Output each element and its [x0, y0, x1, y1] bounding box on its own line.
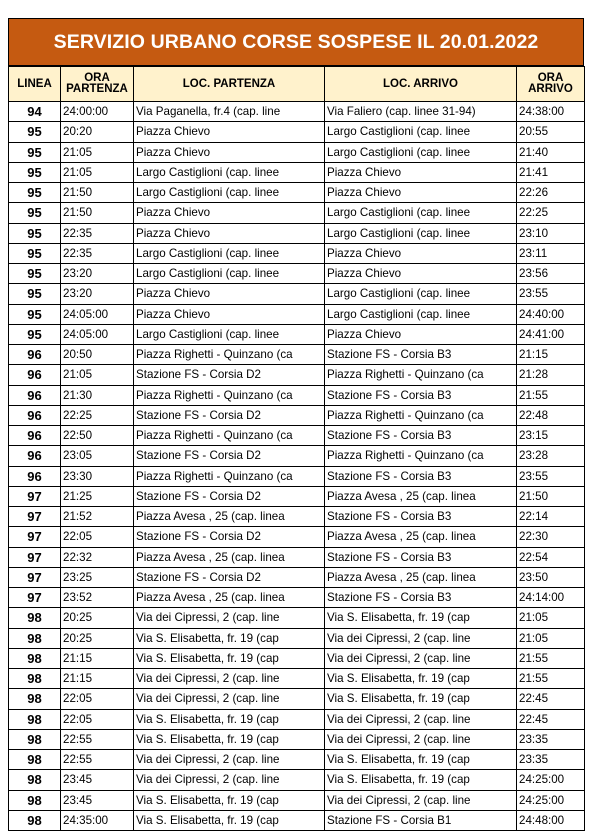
loc-partenza-cell: Piazza Righetti - Quinzano (ca: [134, 426, 325, 446]
loc-arrivo-cell: Piazza Righetti - Quinzano (ca: [325, 446, 517, 466]
ora-arrivo-cell: 21:28: [517, 365, 585, 385]
table-row: [9, 223, 585, 243]
linea-cell: 97: [9, 547, 61, 567]
linea-cell: 95: [9, 243, 61, 263]
loc-arrivo-cell: Via S. Elisabetta, fr. 19 (cap: [325, 689, 517, 709]
ora-partenza-cell: 20:25: [61, 608, 134, 628]
linea-cell: 98: [9, 750, 61, 770]
ora-arrivo-cell: 21:40: [517, 142, 585, 162]
ora-partenza-cell: 22:35: [61, 223, 134, 243]
loc-partenza-cell: Via dei Cipressi, 2 (cap. line: [134, 689, 325, 709]
ora-partenza-cell: 21:15: [61, 669, 134, 689]
table-row: [9, 122, 585, 142]
loc-partenza-cell: Via S. Elisabetta, fr. 19 (cap: [134, 709, 325, 729]
loc-partenza-cell: Stazione FS - Corsia D2: [134, 405, 325, 425]
ora-arrivo-cell: 24:14:00: [517, 588, 585, 608]
linea-cell: 98: [9, 790, 61, 810]
loc-partenza-cell: Via S. Elisabetta, fr. 19 (cap: [134, 810, 325, 830]
ora-arrivo-cell: 22:25: [517, 203, 585, 223]
ora-arrivo-cell: 22:45: [517, 689, 585, 709]
linea-cell: 97: [9, 527, 61, 547]
ora-arrivo-cell: 24:38:00: [517, 102, 585, 122]
loc-arrivo-cell: Via dei Cipressi, 2 (cap. line: [325, 628, 517, 648]
linea-cell: 95: [9, 122, 61, 142]
linea-cell: 95: [9, 223, 61, 243]
linea-cell: 97: [9, 588, 61, 608]
table-row: [9, 183, 585, 203]
linea-cell: 96: [9, 426, 61, 446]
header-linea: LINEA: [9, 67, 61, 102]
loc-arrivo-cell: Piazza Avesa , 25 (cap. linea: [325, 567, 517, 587]
loc-arrivo-cell: Largo Castiglioni (cap. linee: [325, 284, 517, 304]
loc-partenza-cell: Via S. Elisabetta, fr. 19 (cap: [134, 648, 325, 668]
ora-partenza-cell: 24:00:00: [61, 102, 134, 122]
table-row: [9, 567, 585, 587]
loc-arrivo-cell: Stazione FS - Corsia B3: [325, 345, 517, 365]
ora-partenza-cell: 22:25: [61, 405, 134, 425]
loc-arrivo-cell: Stazione FS - Corsia B3: [325, 426, 517, 446]
ora-arrivo-cell: 23:35: [517, 750, 585, 770]
ora-arrivo-cell: 23:10: [517, 223, 585, 243]
loc-partenza-cell: Via Paganella, fr.4 (cap. line: [134, 102, 325, 122]
ora-arrivo-cell: 23:50: [517, 567, 585, 587]
ora-arrivo-cell: 21:05: [517, 628, 585, 648]
linea-cell: 98: [9, 689, 61, 709]
ora-partenza-cell: 24:05:00: [61, 324, 134, 344]
ora-partenza-cell: 21:50: [61, 203, 134, 223]
loc-partenza-cell: Via dei Cipressi, 2 (cap. line: [134, 608, 325, 628]
ora-partenza-cell: 24:35:00: [61, 810, 134, 830]
loc-arrivo-cell: Largo Castiglioni (cap. linee: [325, 304, 517, 324]
table-row: [9, 142, 585, 162]
loc-partenza-cell: Piazza Righetti - Quinzano (ca: [134, 385, 325, 405]
linea-cell: 96: [9, 385, 61, 405]
ora-arrivo-cell: 22:54: [517, 547, 585, 567]
ora-partenza-cell: 21:50: [61, 183, 134, 203]
loc-partenza-cell: Piazza Avesa , 25 (cap. linea: [134, 547, 325, 567]
loc-arrivo-cell: Piazza Chievo: [325, 243, 517, 263]
table-row: [9, 608, 585, 628]
page-title: SERVIZIO URBANO CORSE SOSPESE IL 20.01.2022: [8, 18, 584, 66]
ora-partenza-cell: 23:45: [61, 790, 134, 810]
ora-partenza-cell: 23:25: [61, 567, 134, 587]
table-row: [9, 324, 585, 344]
linea-cell: 98: [9, 729, 61, 749]
linea-cell: 96: [9, 446, 61, 466]
table-row: [9, 648, 585, 668]
loc-arrivo-cell: Via Faliero (cap. linee 31-94): [325, 102, 517, 122]
loc-partenza-cell: Piazza Righetti - Quinzano (ca: [134, 466, 325, 486]
ora-arrivo-cell: 21:41: [517, 162, 585, 182]
loc-arrivo-cell: Piazza Chievo: [325, 162, 517, 182]
header-ora-arrivo: ORA ARRIVO: [517, 67, 585, 102]
ora-partenza-cell: 21:05: [61, 365, 134, 385]
loc-partenza-cell: Piazza Avesa , 25 (cap. linea: [134, 588, 325, 608]
ora-partenza-cell: 22:32: [61, 547, 134, 567]
table-row: [9, 264, 585, 284]
loc-partenza-cell: Largo Castiglioni (cap. linee: [134, 243, 325, 263]
ora-arrivo-cell: 24:48:00: [517, 810, 585, 830]
header-ora-partenza: ORA PARTENZA: [61, 67, 134, 102]
linea-cell: 95: [9, 264, 61, 284]
loc-partenza-cell: Piazza Righetti - Quinzano (ca: [134, 345, 325, 365]
ora-arrivo-cell: 22:30: [517, 527, 585, 547]
ora-partenza-cell: 21:52: [61, 507, 134, 527]
schedule-page: [8, 18, 584, 831]
loc-arrivo-cell: Piazza Righetti - Quinzano (ca: [325, 365, 517, 385]
loc-arrivo-cell: Stazione FS - Corsia B1: [325, 810, 517, 830]
ora-arrivo-cell: 23:28: [517, 446, 585, 466]
ora-arrivo-cell: 23:55: [517, 284, 585, 304]
ora-arrivo-cell: 23:15: [517, 426, 585, 446]
table-row: [9, 750, 585, 770]
linea-cell: 98: [9, 810, 61, 830]
linea-cell: 96: [9, 405, 61, 425]
linea-cell: 96: [9, 365, 61, 385]
loc-partenza-cell: Stazione FS - Corsia D2: [134, 567, 325, 587]
loc-arrivo-cell: Via S. Elisabetta, fr. 19 (cap: [325, 669, 517, 689]
ora-partenza-cell: 21:25: [61, 486, 134, 506]
table-row: [9, 284, 585, 304]
ora-partenza-cell: 23:30: [61, 466, 134, 486]
loc-partenza-cell: Stazione FS - Corsia D2: [134, 365, 325, 385]
ora-arrivo-cell: 24:41:00: [517, 324, 585, 344]
loc-arrivo-cell: Stazione FS - Corsia B3: [325, 588, 517, 608]
ora-arrivo-cell: 23:35: [517, 729, 585, 749]
loc-arrivo-cell: Piazza Chievo: [325, 324, 517, 344]
loc-partenza-cell: Piazza Chievo: [134, 284, 325, 304]
loc-partenza-cell: Via S. Elisabetta, fr. 19 (cap: [134, 790, 325, 810]
loc-arrivo-cell: Piazza Avesa , 25 (cap. linea: [325, 486, 517, 506]
loc-partenza-cell: Stazione FS - Corsia D2: [134, 446, 325, 466]
loc-partenza-cell: Via S. Elisabetta, fr. 19 (cap: [134, 729, 325, 749]
ora-partenza-cell: 23:20: [61, 264, 134, 284]
table-row: [9, 810, 585, 830]
ora-arrivo-cell: 21:50: [517, 486, 585, 506]
table-row: [9, 790, 585, 810]
linea-cell: 95: [9, 183, 61, 203]
ora-partenza-cell: 23:20: [61, 284, 134, 304]
loc-partenza-cell: Stazione FS - Corsia D2: [134, 486, 325, 506]
linea-cell: 96: [9, 466, 61, 486]
loc-arrivo-cell: Largo Castiglioni (cap. linee: [325, 142, 517, 162]
loc-arrivo-cell: Largo Castiglioni (cap. linee: [325, 203, 517, 223]
loc-arrivo-cell: Stazione FS - Corsia B3: [325, 507, 517, 527]
linea-cell: 98: [9, 709, 61, 729]
table-row: [9, 669, 585, 689]
header-loc-partenza: LOC. PARTENZA: [134, 67, 325, 102]
loc-partenza-cell: Via S. Elisabetta, fr. 19 (cap: [134, 628, 325, 648]
ora-arrivo-cell: 21:55: [517, 648, 585, 668]
ora-arrivo-cell: 21:05: [517, 608, 585, 628]
loc-partenza-cell: Via dei Cipressi, 2 (cap. line: [134, 669, 325, 689]
table-row: [9, 628, 585, 648]
ora-arrivo-cell: 23:55: [517, 466, 585, 486]
table-row: [9, 689, 585, 709]
table-header-row: [9, 67, 585, 102]
loc-partenza-cell: Piazza Avesa , 25 (cap. linea: [134, 507, 325, 527]
table-row: [9, 385, 585, 405]
table-row: [9, 507, 585, 527]
table-row: [9, 770, 585, 790]
ora-partenza-cell: 24:05:00: [61, 304, 134, 324]
table-row: [9, 588, 585, 608]
loc-arrivo-cell: Stazione FS - Corsia B3: [325, 547, 517, 567]
loc-arrivo-cell: Via dei Cipressi, 2 (cap. line: [325, 729, 517, 749]
linea-cell: 98: [9, 669, 61, 689]
loc-arrivo-cell: Stazione FS - Corsia B3: [325, 385, 517, 405]
ora-partenza-cell: 22:35: [61, 243, 134, 263]
loc-partenza-cell: Largo Castiglioni (cap. linee: [134, 264, 325, 284]
loc-arrivo-cell: Piazza Chievo: [325, 264, 517, 284]
ora-arrivo-cell: 24:25:00: [517, 790, 585, 810]
ora-partenza-cell: 23:05: [61, 446, 134, 466]
linea-cell: 97: [9, 507, 61, 527]
table-row: [9, 446, 585, 466]
linea-cell: 94: [9, 102, 61, 122]
header-loc-arrivo: LOC. ARRIVO: [325, 67, 517, 102]
ora-partenza-cell: 23:52: [61, 588, 134, 608]
ora-arrivo-cell: 21:55: [517, 669, 585, 689]
ora-partenza-cell: 22:05: [61, 527, 134, 547]
table-row: [9, 486, 585, 506]
loc-partenza-cell: Largo Castiglioni (cap. linee: [134, 162, 325, 182]
table-row: [9, 547, 585, 567]
loc-arrivo-cell: Largo Castiglioni (cap. linee: [325, 122, 517, 142]
linea-cell: 95: [9, 203, 61, 223]
table-row: [9, 304, 585, 324]
table-row: [9, 527, 585, 547]
table-row: [9, 365, 585, 385]
loc-partenza-cell: Piazza Chievo: [134, 223, 325, 243]
linea-cell: 98: [9, 628, 61, 648]
ora-partenza-cell: 20:50: [61, 345, 134, 365]
loc-arrivo-cell: Via dei Cipressi, 2 (cap. line: [325, 790, 517, 810]
loc-partenza-cell: Via dei Cipressi, 2 (cap. line: [134, 770, 325, 790]
ora-arrivo-cell: 22:26: [517, 183, 585, 203]
ora-partenza-cell: 20:20: [61, 122, 134, 142]
linea-cell: 95: [9, 162, 61, 182]
ora-arrivo-cell: 21:15: [517, 345, 585, 365]
loc-partenza-cell: Piazza Chievo: [134, 122, 325, 142]
ora-arrivo-cell: 22:14: [517, 507, 585, 527]
loc-arrivo-cell: Via dei Cipressi, 2 (cap. line: [325, 648, 517, 668]
table-row: [9, 345, 585, 365]
ora-partenza-cell: 22:55: [61, 729, 134, 749]
suspended-trips-table: [8, 66, 585, 831]
ora-partenza-cell: 20:25: [61, 628, 134, 648]
ora-partenza-cell: 22:55: [61, 750, 134, 770]
loc-partenza-cell: Piazza Chievo: [134, 203, 325, 223]
ora-partenza-cell: 23:45: [61, 770, 134, 790]
loc-partenza-cell: Largo Castiglioni (cap. linee: [134, 183, 325, 203]
loc-arrivo-cell: Piazza Chievo: [325, 183, 517, 203]
table-row: [9, 729, 585, 749]
linea-cell: 97: [9, 486, 61, 506]
linea-cell: 95: [9, 284, 61, 304]
ora-partenza-cell: 21:05: [61, 162, 134, 182]
loc-partenza-cell: Largo Castiglioni (cap. linee: [134, 324, 325, 344]
linea-cell: 96: [9, 345, 61, 365]
ora-arrivo-cell: 20:55: [517, 122, 585, 142]
linea-cell: 98: [9, 608, 61, 628]
table-row: [9, 405, 585, 425]
ora-arrivo-cell: 22:48: [517, 405, 585, 425]
ora-arrivo-cell: 23:56: [517, 264, 585, 284]
ora-arrivo-cell: 22:45: [517, 709, 585, 729]
ora-arrivo-cell: 24:25:00: [517, 770, 585, 790]
loc-arrivo-cell: Stazione FS - Corsia B3: [325, 466, 517, 486]
table-row: [9, 466, 585, 486]
loc-partenza-cell: Via dei Cipressi, 2 (cap. line: [134, 750, 325, 770]
table-row: [9, 203, 585, 223]
table-row: [9, 709, 585, 729]
ora-arrivo-cell: 21:55: [517, 385, 585, 405]
loc-arrivo-cell: Piazza Avesa , 25 (cap. linea: [325, 527, 517, 547]
table-row: [9, 162, 585, 182]
linea-cell: 95: [9, 304, 61, 324]
ora-arrivo-cell: 24:40:00: [517, 304, 585, 324]
ora-partenza-cell: 22:50: [61, 426, 134, 446]
ora-partenza-cell: 22:05: [61, 709, 134, 729]
ora-partenza-cell: 21:15: [61, 648, 134, 668]
ora-partenza-cell: 21:30: [61, 385, 134, 405]
table-row: [9, 426, 585, 446]
loc-arrivo-cell: Largo Castiglioni (cap. linee: [325, 223, 517, 243]
loc-arrivo-cell: Via S. Elisabetta, fr. 19 (cap: [325, 750, 517, 770]
loc-partenza-cell: Piazza Chievo: [134, 304, 325, 324]
loc-arrivo-cell: Via S. Elisabetta, fr. 19 (cap: [325, 608, 517, 628]
loc-arrivo-cell: Via dei Cipressi, 2 (cap. line: [325, 709, 517, 729]
table-row: [9, 243, 585, 263]
loc-partenza-cell: Piazza Chievo: [134, 142, 325, 162]
linea-cell: 98: [9, 648, 61, 668]
linea-cell: 95: [9, 324, 61, 344]
loc-partenza-cell: Stazione FS - Corsia D2: [134, 527, 325, 547]
linea-cell: 98: [9, 770, 61, 790]
linea-cell: 95: [9, 142, 61, 162]
linea-cell: 97: [9, 567, 61, 587]
ora-partenza-cell: 21:05: [61, 142, 134, 162]
table-row: [9, 102, 585, 122]
ora-arrivo-cell: 23:11: [517, 243, 585, 263]
loc-arrivo-cell: Via S. Elisabetta, fr. 19 (cap: [325, 770, 517, 790]
ora-partenza-cell: 22:05: [61, 689, 134, 709]
loc-arrivo-cell: Piazza Righetti - Quinzano (ca: [325, 405, 517, 425]
